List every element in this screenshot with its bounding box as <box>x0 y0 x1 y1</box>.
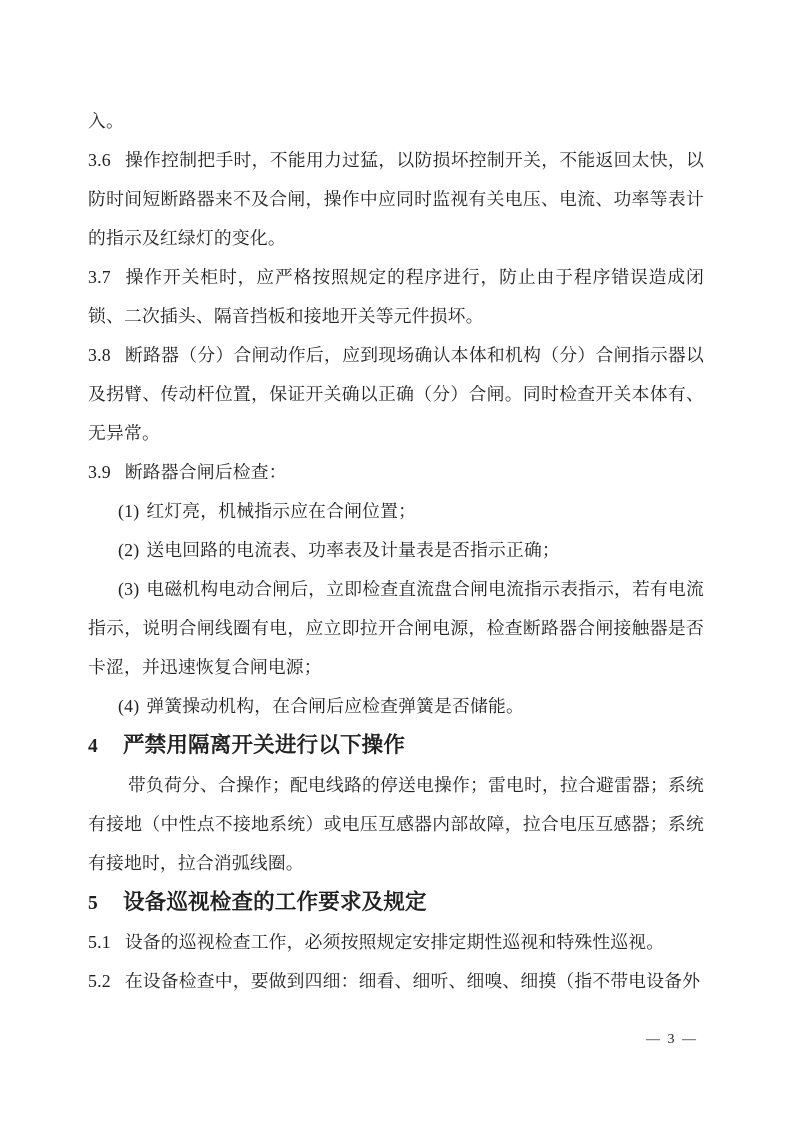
clause-text: 设备的巡视检查工作，必须按照规定安排定期性巡视和特殊性巡视。 <box>124 932 665 952</box>
section-heading-5 <box>88 883 704 923</box>
clause-5-1 <box>88 923 704 962</box>
section-heading-4 <box>88 726 704 766</box>
item-text: 红灯亮，机械指示应在合闸位置； <box>146 501 417 521</box>
list-item-2 <box>88 531 704 570</box>
item-number: (1) <box>118 501 140 521</box>
clause-text: 操作开关柜时，应严格按照规定的程序进行，防止由于程序错误造成闭锁、二次插头、隔音挡板和接地开关等元件损坏。 <box>88 267 704 326</box>
item-number: (3) <box>118 579 140 599</box>
list-item-4 <box>88 687 704 726</box>
clause-text: 操作控制把手时，不能用力过猛，以防损坏控制开关，不能返回太快，以防时间短断路器来不及合闸，操作中应同时监视有关电压、电流、功率等表计的指示及红绿灯的变化。 <box>88 150 704 248</box>
paragraph-text: 带负荷分、合操作；配电线路的停送电操作；雷电时，拉合避雷器；系统有接地（中性点不接地系统）或电压互感器内部故障，拉合电压互感器；系统有接地时，拉合消弧线圈。 <box>88 775 704 873</box>
clause-text: 断路器（分）合闸动作后，应到现场确认本体和机构（分）合闸指示器以及拐臂、传动杆位置，保证开关确以正确（分）合闸。同时检查开关本体有、无异常。 <box>88 345 704 443</box>
clause-number: 5.2 <box>88 971 111 991</box>
item-number: (4) <box>118 696 140 716</box>
item-text: 送电回路的电流表、功率表及计量表是否指示正确； <box>146 540 560 560</box>
paragraph-text: 入。 <box>88 111 124 131</box>
item-text: 弹簧操动机构，在合闸后应检查弹簧是否储能。 <box>146 696 524 716</box>
document-body <box>88 102 704 1001</box>
section-title: 设备巡视检查的工作要求及规定 <box>122 890 427 914</box>
item-text: 电磁机构电动合闸后，立即检查直流盘合闸电流指示表指示，若有电流指示，说明合闸线圈有电，应立即拉开合闸电源，检查断路器合闸接触器是否卡涩，并迅速恢复合闸电源； <box>88 579 704 677</box>
item-number: (2) <box>118 540 140 560</box>
clause-number: 5.1 <box>88 932 111 952</box>
clause-5-2 <box>88 962 704 1001</box>
list-item-1 <box>88 492 704 531</box>
clause-3-6 <box>88 141 704 258</box>
clause-text: 在设备检查中，要做到四细：细看、细听、细嗅、细摸（指不带电设备外 <box>124 971 701 991</box>
clause-number: 3.7 <box>88 267 111 287</box>
paragraph-continuation <box>88 102 704 141</box>
clause-number: 3.8 <box>88 345 111 365</box>
clause-number: 3.6 <box>88 150 111 170</box>
clause-number: 3.9 <box>88 462 111 482</box>
clause-3-9 <box>88 453 704 492</box>
clause-3-7 <box>88 258 704 336</box>
list-item-3 <box>88 570 704 687</box>
paragraph-section-4-body <box>88 766 704 883</box>
clause-3-8 <box>88 336 704 453</box>
section-number: 4 <box>88 736 98 757</box>
clause-text: 断路器合闸后检查： <box>124 462 287 482</box>
section-title: 严禁用隔离开关进行以下操作 <box>122 733 406 757</box>
section-number: 5 <box>88 893 98 914</box>
page-number: — 3 — <box>646 1032 698 1047</box>
